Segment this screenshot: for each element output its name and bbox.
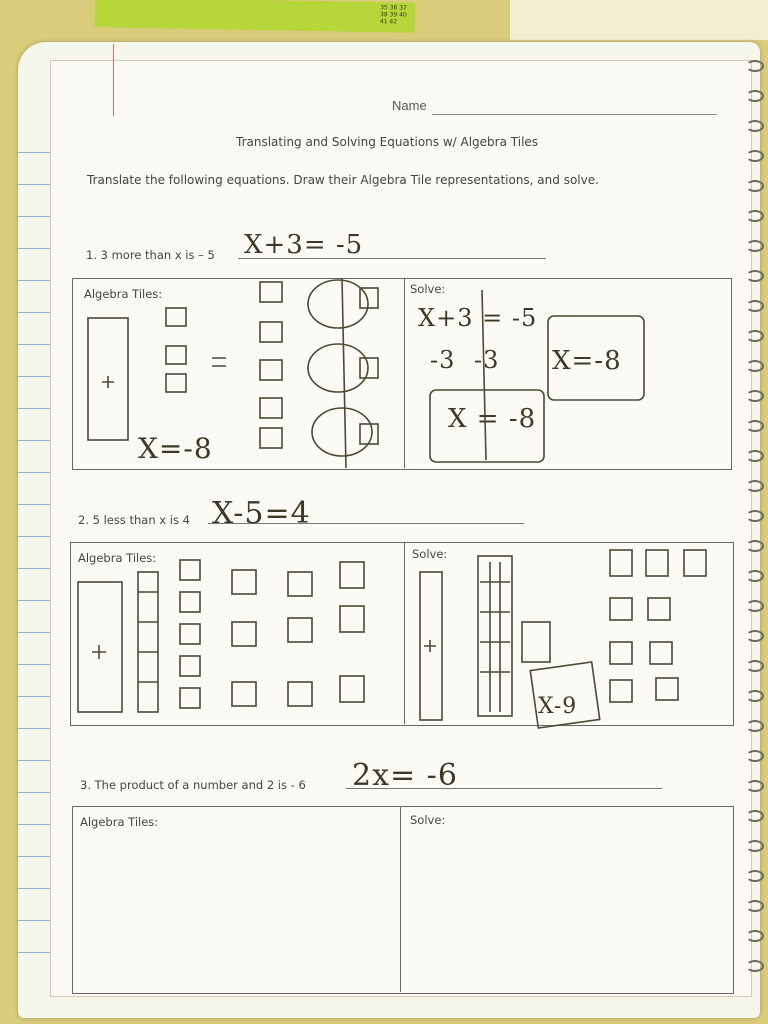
problem-3-prompt: 3. The product of a number and 2 is - 6: [80, 778, 306, 792]
problem-1-tile-sketch: [80, 278, 404, 468]
spiral-ring: [746, 180, 764, 192]
spiral-ring: [746, 90, 764, 102]
notebook-rule: [18, 568, 52, 569]
problem-1-tiles-result: X=-8: [138, 432, 213, 465]
problem-2-divider: [404, 542, 405, 724]
notebook-rule: [18, 792, 52, 793]
problem-3-divider: [400, 806, 401, 992]
problem-1-boxed-answer: X=-8: [552, 346, 622, 376]
notebook-rule: [18, 920, 52, 921]
spiral-ring: [746, 720, 764, 732]
spiral-ring: [746, 330, 764, 342]
problem-1-solve-line-2: -3 -3: [430, 346, 500, 374]
notebook-rule: [18, 824, 52, 825]
notebook-rule: [18, 280, 52, 281]
problem-2-handwritten-equation: X-5=4: [212, 496, 311, 531]
spiral-ring: [746, 630, 764, 642]
problem-3-tiles-label: Algebra Tiles:: [80, 815, 159, 829]
notebook-rule: [18, 536, 52, 537]
spiral-ring: [746, 570, 764, 582]
spiral-ring: [746, 540, 764, 552]
spiral-ring: [746, 300, 764, 312]
problem-1-tiles-label: Algebra Tiles:: [84, 287, 163, 301]
spiral-ring: [746, 450, 764, 462]
notebook-rule: [18, 408, 52, 409]
notebook-rule: [18, 760, 52, 761]
background-paper: [510, 0, 768, 40]
spiral-ring: [746, 840, 764, 852]
spiral-ring: [746, 660, 764, 672]
spiral-ring: [746, 750, 764, 762]
worksheet-instructions: Translate the following equations. Draw their Algebra Tile representations, and solve.: [87, 173, 599, 187]
spiral-ring: [746, 780, 764, 792]
spiral-ring: [746, 810, 764, 822]
notebook-rule: [18, 728, 52, 729]
spiral-ring: [746, 420, 764, 432]
notebook-rule: [18, 600, 52, 601]
name-line: [432, 114, 717, 115]
notebook-rule: [18, 312, 52, 313]
worksheet-title: Translating and Solving Equations w/ Algebra Tiles: [236, 135, 539, 149]
spiral-ring: [746, 360, 764, 372]
spiral-ring: [746, 690, 764, 702]
notebook-rule: [18, 696, 52, 697]
card-numbers: 35 36 37 38 39 40 41 42: [379, 4, 407, 26]
notebook-rule: [18, 664, 52, 665]
name-label: Name: [392, 98, 427, 113]
spiral-ring: [746, 600, 764, 612]
notebook-rule: [18, 248, 52, 249]
spiral-ring: [746, 480, 764, 492]
problem-1-solve-line-1: X+3 = -5: [418, 304, 538, 332]
notebook-rule: [18, 504, 52, 505]
notebook-rule: [18, 888, 52, 889]
spiral-ring: [746, 120, 764, 132]
notebook-rule: [18, 344, 52, 345]
spiral-ring: [746, 270, 764, 282]
problem-1-handwritten-equation: X+3= -5: [244, 230, 364, 260]
problem-2-prompt: 2. 5 less than x is 4: [78, 513, 190, 527]
notebook-rule: [18, 952, 52, 953]
notebook-rule: [18, 856, 52, 857]
spiral-ring: [746, 60, 764, 72]
problem-2-solve-note: X-9: [538, 694, 578, 719]
spiral-ring: [746, 870, 764, 882]
problem-1-solve-line-3: X = -8: [448, 404, 537, 434]
problem-3-work-box: [72, 806, 734, 994]
problem-3-solve-label: Solve:: [410, 813, 446, 827]
spiral-ring: [746, 930, 764, 942]
notebook-rule: [18, 376, 52, 377]
notebook-rule: [18, 472, 52, 473]
spiral-ring: [746, 960, 764, 972]
problem-1-solve-label: Solve:: [410, 282, 446, 296]
margin-line: [113, 44, 114, 116]
background-card: [95, 0, 415, 33]
notebook-rule: [18, 184, 52, 185]
problem-2-solve-label: Solve:: [412, 547, 448, 561]
notebook-rule: [18, 632, 52, 633]
problem-1-divider: [404, 278, 405, 468]
problem-1-prompt: 1. 3 more than x is – 5: [86, 248, 215, 262]
spiral-ring: [746, 900, 764, 912]
spiral-ring: [746, 240, 764, 252]
problem-3-handwritten-equation: 2x= -6: [352, 758, 458, 793]
notebook-rule: [18, 440, 52, 441]
problem-2-tile-sketch: [74, 542, 404, 724]
spiral-ring: [746, 510, 764, 522]
spiral-binding: [744, 50, 768, 1010]
notebook-rule: [18, 216, 52, 217]
spiral-ring: [746, 210, 764, 222]
notebook-rule: [18, 152, 52, 153]
spiral-ring: [746, 150, 764, 162]
problem-2-tiles-label: Algebra Tiles:: [78, 551, 157, 565]
spiral-ring: [746, 390, 764, 402]
